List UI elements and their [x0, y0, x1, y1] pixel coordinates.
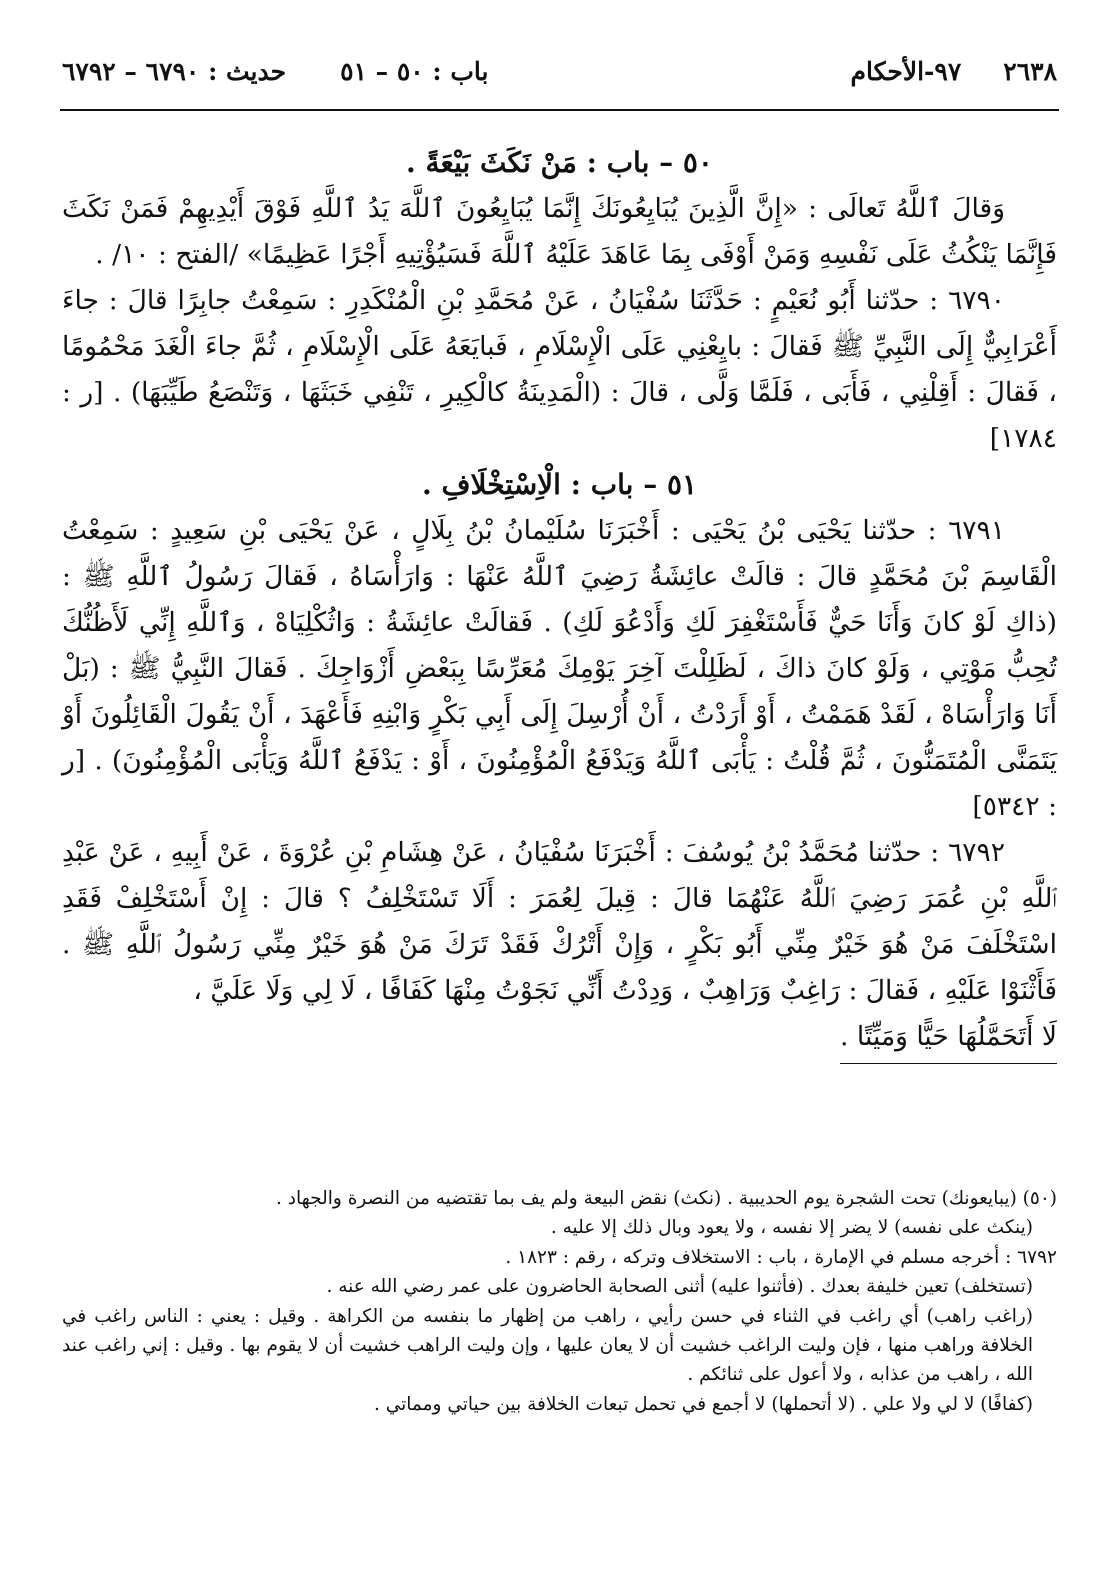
chapter-50-title: ٥٠ – باب : مَنْ نَكَثَ بَيْعَةً .: [406, 146, 713, 179]
hadith-range: حديث : ٦٧٩٠ – ٦٧٩٢: [62, 56, 287, 86]
hadith-6791-text: ٦٧٩١ : حدّثنا يَحْيَى بْنُ يَحْيَى : أَخْبَرَنَا سُلَيْمانُ بْنُ بِلَالٍ ، عَنْ يَحْيَى بْنِ سَعِيدٍ : سَمِعْتُ الْقَاسِمَ بْنَ مُحَمَّدٍ قالَ : قالَتْ عائِشَةُ رَضِيَ ٱللَّهُ عَنْهَا : وَارَأْسَاهُ ، فَقالَ رَسُولُ ٱللَّهِ ﷺ : (ذاكِ لَوْ كانَ وَأَنَا حَيٌّ فَأَسْتَغْفِرَ لَكِ وَأَدْعُوَ لَكِ) . فَقالَتْ عائِشَةُ : وَاثُكْلِيَاهْ ، وَٱللَّهِ إِنِّي لَأَظُنُّكَ تُحِبُّ مَوْتِي ، وَلَوْ كانَ ذاكَ ، لَظَلِلْتَ آخِرَ يَوْمِكَ مُعَرِّسًا بِبَعْضِ أَزْوَاجِكَ . فَقالَ النَّبِيُّ ﷺ : (بَلْ أَنَا وَارَأْسَاهْ ، لَقَدْ هَمَمْتُ ، أَوْ أَرَدْتُ ، أَنْ أُرْسِلَ إِلَى أَبِي بَكْرٍ وَابْنِهِ فَأَعْهَدَ ، أَنْ يَقُولَ الْقَائِلُونَ أَوْ يَتَمَنَّى الْمُتَمَنُّونَ ، ثُمَّ قُلْتُ : يَأْبَى ٱللَّهُ وَيَدْفَعُ الْمُؤْمِنُونَ ، أَوْ : يَدْفَعُ ٱللَّهُ وَيَأْبَى الْمُؤْمِنُونَ) .: [62, 515, 1057, 776]
hadith-6792-ending: لَا أَتَحَمَّلُهَا حَيًّا وَمَيِّتًا .: [840, 1014, 1057, 1064]
bab-range: باب : ٥٠ – ٥١: [340, 56, 489, 86]
book-name: ٩٧-الأحكام: [850, 56, 962, 86]
header-divider: [60, 109, 1059, 111]
footnotes: [62, 1184, 1057, 1530]
header-left: [62, 57, 488, 86]
main-text: [62, 140, 1057, 1064]
footnote-line: (٥٠) (يبايعونك) تحت الشجرة يوم الحديبية . (نكث) نقض البيعة ولم يف بما تقتضيه من النصرة والجهاد .: [276, 1188, 1057, 1209]
footnote-line: ٦٧٩٢ : أخرجه مسلم في الإمارة ، باب : الاستخلاف وتركه ، رقم : ١٨٢٣ .: [505, 1246, 1057, 1268]
page-number: ٢٦٣٨: [1003, 56, 1057, 86]
hadith-6792-end: [62, 1014, 1057, 1064]
hadith-6792: ٦٧٩٢ : حدّثنا مُحَمَّدُ بْنُ يُوسُفَ : أَخْبَرَنَا سُفْيَانُ ، عَنْ هِشَامِ بْنِ عُرْوَةَ ، عَنْ أَبِيهِ ، عَنْ عَبْدِ ٱللَّهِ بْنِ عُمَرَ رَضِيَ ٱللَّهُ عَنْهُمَا قالَ : قِيلَ لِعُمَرَ : أَلَا تَسْتَخْلِفُ ؟ قالَ : إِنْ أَسْتَخْلِفْ فَقَدِ اسْتَخْلَفَ مَنْ هُوَ خَيْرٌ مِنِّي أَبُو بَكْرٍ ، وَإِنْ أَتْرُكْ فَقَدْ تَرَكَ مَنْ هُوَ خَيْرٌ مِنِّي رَسُولُ ٱللَّهِ ﷺ . فَأَثْنَوْا عَلَيْهِ ، فَقالَ : رَاغِبٌ وَرَاهِبٌ ، وَدِدْتُ أَنِّي نَجَوْتُ مِنْهَا كَفَافًا ، لَا لِي وَلَا عَلَيَّ ،: [62, 837, 1057, 1006]
running-header: [62, 48, 1057, 94]
footnote-line: (كفافًا) لا لي ولا علي . (لا أتحملها) لا أجمع في تحمل تبعات الخلافة بين حياتي ومماتي .: [373, 1393, 1033, 1415]
footnote-line: (تستخلف) تعين خليفة بعدك . (فأثنوا عليه) أثنى الصحابة الحاضرون على عمر رضي الله عنه .: [326, 1276, 1033, 1298]
header-right: [850, 57, 1057, 86]
footnote-line: (ينكث على نفسه) لا يضر إلا نفسه ، ولا يعود وبال ذلك إلا عليه .: [550, 1217, 1033, 1239]
hadith-6791: [62, 508, 1057, 830]
hadith-6791-ref: [ر : ٥٣٤٢]: [62, 745, 1057, 822]
chapter-51-title: ٥١ – باب : الْاِسْتِخْلَافِ .: [421, 468, 698, 501]
footnote-line: (راغب راهب) أي راغب في الثناء في حسن رأيي ، راهب من إظهار ما بنفسه من الكراهة . وقيل : يعني : الناس راغب في الخلافة وراهب منها ، فإن وليت الراغب خشيت أن لا يعان عليها ، وإن وليت الراهب خشيت أن لا يقوم بها . وقيل : إني راغب عند الله ، راهب من عذابه ، ولا أعول على ثنائكم .: [62, 1305, 1033, 1386]
hadith-6790: [62, 278, 1057, 462]
hadith-6790-ref: [ر : ١٧٨٤]: [62, 377, 1057, 454]
chapter-50-text: وَقالَ ٱللَّهُ تَعالَى : «إِنَّ الَّذِينَ يُبَايِعُونَكَ إِنَّمَا يُبَايِعُونَ ٱللَّهَ يَدُ ٱللَّهِ فَوْقَ أَيْدِيهِمْ فَمَنْ نَكَثَ فَإِنَّمَا يَنْكُثُ عَلَى نَفْسِهِ وَمَنْ أَوْفَى بِمَا عَاهَدَ عَلَيْهُ ٱللَّهَ فَسَيُؤْتِيهِ أَجْرًا عَظِيمًا» /الفتح : ١٠/ .: [62, 193, 1057, 270]
hadith-6790-text: ٦٧٩٠ : حدّثنا أَبُو نُعَيْمٍ : حَدَّثَنَا سُفْيَانُ ، عَنْ مُحَمَّدِ بْنِ الْمُنْكَدِرِ : سَمِعْتُ جابِرًا قالَ : جاءَ أَعْرَابِيٌّ إِلَى النَّبِيِّ ﷺ فَقالَ : بايِعْنِي عَلَى الْإِسْلَامِ ، فَبايَعَهُ عَلَى الْإِسْلَامِ ، ثُمَّ جاءَ الْغَدَ مَحْمُومًا ، فَقالَ : أَقِلْنِي ، فَأَبَى ، فَلَمَّا وَلَّى ، قالَ : (الْمَدِينَةُ كالْكِيرِ ، تَنْفِي خَبَثَهَا ، وَتَنْصَعُ طَيِّبَهَا) .: [62, 285, 1057, 408]
